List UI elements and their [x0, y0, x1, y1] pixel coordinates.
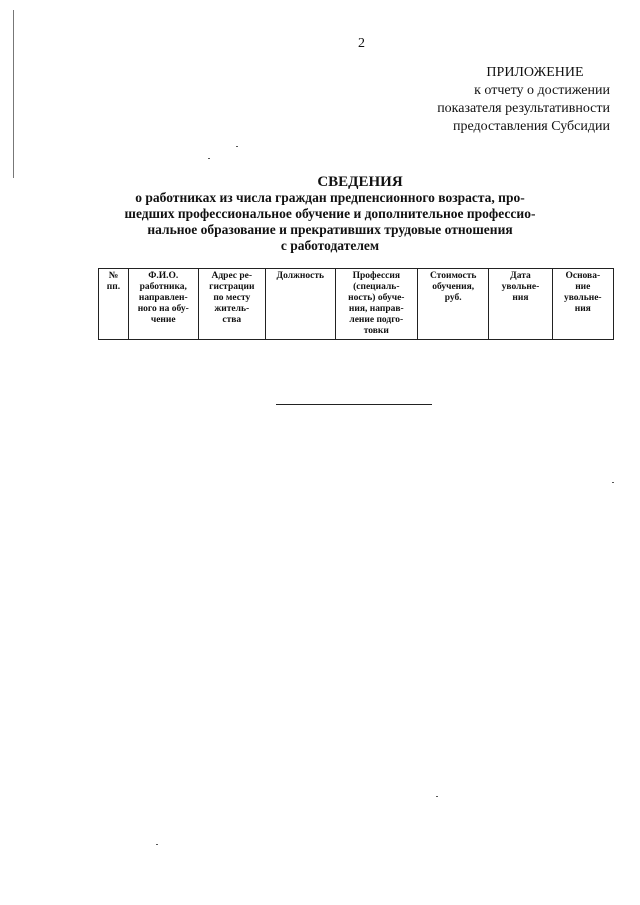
- header-cell-cost: Стоимость обучения, руб.: [418, 269, 489, 340]
- employees-table: [98, 268, 614, 340]
- appendix-line: к отчету о достижении: [474, 83, 610, 98]
- scan-speck: [436, 796, 438, 797]
- subtitle-line: с работодателем: [280, 238, 380, 253]
- appendix-block: [400, 64, 610, 136]
- page-number: 2: [358, 36, 365, 51]
- header-cell-name: Ф.И.О. работника, направлен- ного на обу- чение: [128, 269, 198, 340]
- header-cell-dismissal-reason: Основа- ние увольне- ния: [552, 269, 613, 340]
- scan-speck: [236, 146, 238, 147]
- appendix-title: ПРИЛОЖЕНИЕ: [486, 65, 584, 80]
- document-heading: СВЕДЕНИЯ: [317, 174, 403, 190]
- scan-speck: [208, 158, 210, 159]
- scan-margin-line: [13, 10, 14, 178]
- table-header-row: [99, 269, 614, 340]
- scan-speck: [612, 482, 614, 483]
- header-cell-address: Адрес ре- гистрации по месту житель- ства: [198, 269, 266, 340]
- header-cell-dismissal-date: Дата увольне- ния: [489, 269, 552, 340]
- appendix-line: предоставления Субсидии: [452, 119, 610, 134]
- subtitle-line: нальное образование и прекративших трудовые отношения: [147, 222, 513, 237]
- appendix-line: показателя результативности: [437, 101, 610, 116]
- scan-speck: [156, 844, 158, 845]
- subtitle-line: шедших профессиональное обучение и дополнительное профессио-: [124, 206, 536, 221]
- header-cell-position: Должность: [266, 269, 336, 340]
- subtitle-line: о работниках из числа граждан предпенсионного возраста, про-: [135, 190, 525, 205]
- header-cell-profession: Профессия (специаль- ность) обуче- ния, направ- ление подго- товки: [335, 269, 417, 340]
- document-subtitle: [100, 190, 560, 254]
- header-cell-number: № пп.: [99, 269, 129, 340]
- signature-line: [276, 404, 432, 405]
